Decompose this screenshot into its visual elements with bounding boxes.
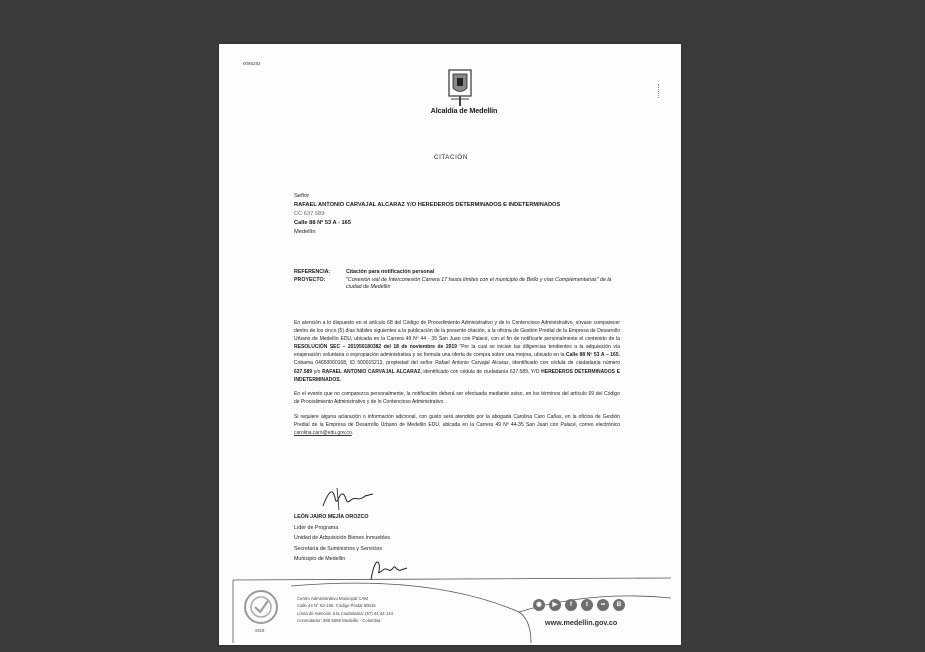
- website-link[interactable]: www.medellin.gov.co: [545, 618, 618, 627]
- twitter-icon[interactable]: t: [581, 599, 593, 611]
- recipient-city: Medellín: [294, 229, 316, 235]
- recipient-name: RAFAEL ANTONIO CARVAJAL ALCARAZ Y/O HEREDEROS DETERMINADOS E INDETERMINADOS: [294, 202, 561, 208]
- rss-icon[interactable]: ◉: [533, 599, 545, 611]
- social-icons: [533, 599, 625, 611]
- footer-line-3: Línea de Atención a la Ciudadanía: (57) 44 44 144: [297, 610, 394, 616]
- paragraph-3: Si requiere alguna aclaración o información adicional, con gusto será atendido por la abogada Carolina Caro Cañas, en la oficina de Gestión Predial de la Empresa de Desarrollo Urbano de Medellín EDU, ubicada en la Carrera 49 Nº 44-35 San Juan con Palacé, correo electrónico carolina.caro@edu.gov.co.: [294, 413, 620, 437]
- letter-body: [294, 319, 620, 444]
- reference-label: REFERENCIA:: [294, 269, 331, 275]
- reference-value: Citación para notificación personal: [346, 269, 435, 275]
- facebook-icon[interactable]: f: [565, 599, 577, 611]
- reference-block: [294, 269, 624, 292]
- paragraph-2: En el evento que no comparezca personalmente, la notificación deberá ser efectuada mediante aviso, en los términos del artículo 69 del Código de Procedimiento Administrativo y de lo Contencioso Administrativo.: [294, 391, 620, 406]
- youtube-icon[interactable]: ▶: [549, 599, 561, 611]
- signer-role-3: Secretaría de Suministros y Servicios: [294, 545, 383, 552]
- flickr-icon[interactable]: ••: [597, 599, 609, 611]
- coat-of-arms-logo: [447, 68, 473, 108]
- signer-name: LEÓN JAIRO MEJÍA OROZCO: [294, 514, 369, 520]
- document-page: [219, 44, 681, 645]
- salutation: Señor: [294, 193, 310, 199]
- footer-line-1: Centro Administrativo Municipal CAM: [297, 596, 368, 601]
- project-label: PROYECTO:: [294, 276, 326, 283]
- margin-mark: [658, 84, 661, 98]
- footer-contact-info: [297, 595, 393, 624]
- signer-role-1: Líder de Programa: [294, 524, 339, 531]
- blogger-icon[interactable]: B: [613, 599, 625, 611]
- logo-text: Alcaldía de Medellín: [430, 106, 498, 115]
- recipient-id: CC 637.589: [294, 211, 325, 217]
- signer-role-4: Municipio de Medellín: [294, 556, 346, 563]
- footer-line-4: Conmutador: 385 5555 Medellín - Colombia: [297, 617, 381, 623]
- footer-line-2: Calle 44 N° 52-165. Código Postal 50015: [297, 603, 376, 609]
- recipient-address: Calle 88 Nº 53 A - 165: [294, 220, 351, 226]
- signer-role-2: Unidad de Adquisición Bienes Inmuebles: [294, 535, 390, 542]
- handwritten-signature: [319, 484, 379, 514]
- document-code: 0086292: [243, 61, 261, 66]
- paragraph-1: En atención a lo dispuesto en el artículo 68 del Código de Procedimiento Administrativo y de lo Contencioso Administrativo, sírvase comparecer dentro de los cinco (5) días hábiles siguientes a la publicación de la presente citación, a la oficina de Gestión Predial de la Empresa de Desarrollo Urbano de Medellín EDU, ubicada en la Carrera 49 Nº 44 - 35 San Juan con Palacé, con el fin de notificarle personalmente el contenido de la RESOLUCIÓN SEC – 201950180382 del 18 de noviembre de 2019 "Por la cual se inician las diligencias tendientes a la adquisición vía enajenación voluntaria o expropiación administrativa y se formula una oferta de compra sobre una mejora, ubicado en la Calle 88 Nº 53 A – 165, Cobama 04650060168, ID 500015213, propiedad del señor Rafael Antonio Carvajal Alcaraz, identificado con cédula de ciudadanía número 637.589 y/o RAFAEL ANTONIO CARVAJAL ALCARAZ, identificado con cédula de ciudadanía 637.589, Y/O HEREDEROS DETERMINADOS E INDETERMINADOS.: [294, 320, 621, 383]
- seal-label: SGS: [255, 628, 265, 633]
- recipient-block: [294, 192, 654, 237]
- project-value: "Conexión vial de Interconexión Carrera 17 hasta límites con el municipio de Bello y vías Complementarias" de la ciudad de Medellín: [346, 276, 612, 290]
- document-title: CITACIÓN: [434, 154, 468, 161]
- contact-email-link[interactable]: carolina.caro@edu.gov.co: [294, 430, 352, 437]
